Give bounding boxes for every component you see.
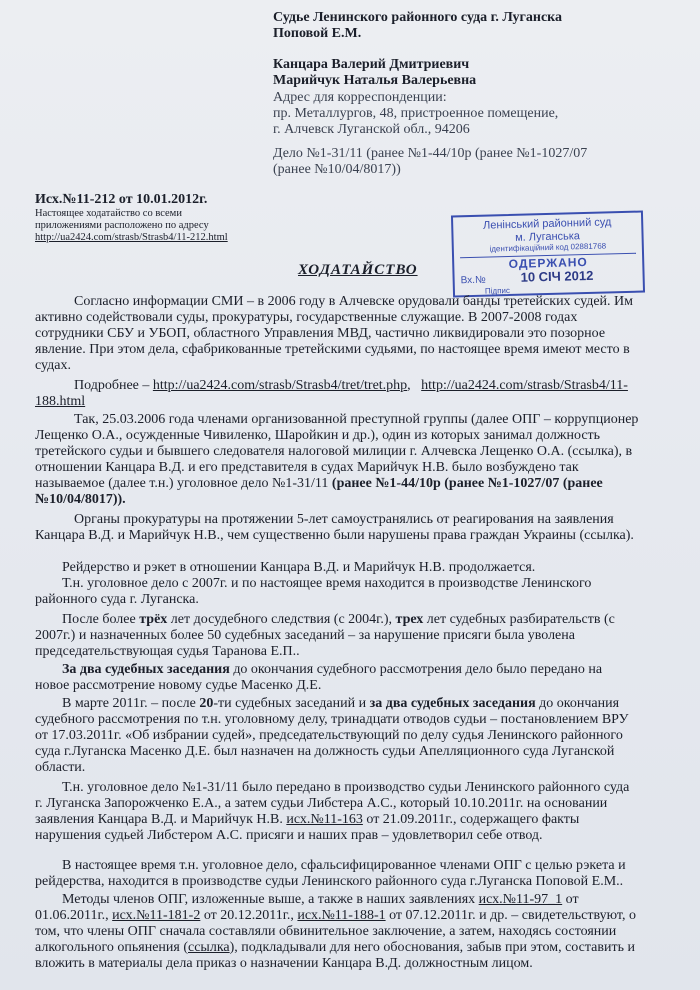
stamp-status: ОДЕРЖАНО [508, 254, 588, 272]
p12-text-a: Методы членов ОПГ, изложенные выше, а также в наших заявлениях [62, 892, 476, 907]
p10-text-c: от 21.09.2011г., содержащего факты [366, 812, 580, 827]
tret-page-link[interactable]: http://ua2424.com/strasb/Strasb4/tret/tret.php [152, 378, 408, 393]
case-188-link-continuation[interactable]: 188.html [35, 394, 86, 409]
p9-text-e: до окончания [539, 696, 620, 711]
p1-line-1: Согласно информации СМИ – в 2006 году в Алчевске орудовали банды третейских судей. Им [74, 294, 634, 309]
outgoing-url-link[interactable]: http://ua2424.com/strasb/Strasb4/11-212.html [35, 232, 228, 243]
p10-line-2: г. Луганска Запорожченко Е.А., а затем судьи Либстера А.С., который 10.10.2011г. на основании [35, 796, 608, 811]
p9-line-4: суда г.Луганска Масенко Д.Е. был назначен на должность судьи Апелляционного суда Луганской [35, 744, 615, 759]
ref-11-163-link[interactable]: исх.№11-163 [286, 812, 363, 827]
address-line-1: пр. Металлургов, 48, пристроенное помещение, [273, 106, 559, 121]
outgoing-note-2: приложениями расположено по адресу [35, 220, 209, 231]
address-line-2: г. Алчевск Луганской обл., 94206 [273, 122, 470, 137]
addressee-line-2: Поповой Е.М. [273, 26, 362, 41]
p1-line-3: сотрудники СБУ и УБОП, областного Управления МВД, частично ликвидировали это позорное [35, 326, 606, 341]
case-number-line-2: (ранее №10/04/8017)) [273, 162, 401, 177]
p3-line-1: Так, 25.03.2006 года членами организованной преступной группы (далее ОПГ – коррупционер [74, 412, 639, 427]
p4-line-1: Органы прокуратуры на протяжении 5-лет самоустранялись от реагирования на заявления [74, 512, 614, 527]
p3-line-5 [35, 476, 603, 492]
p6-line-2: районного суда г. Луганска. [35, 592, 199, 607]
p10-line-4: нарушения судьей Либстером А.С. присяги и наших прав – удовлетворил себе отвод. [35, 828, 543, 843]
p9-text-c: -ти судебных заседаний и [213, 696, 367, 711]
p3-line-3: третейского судьи и бывшего следователя налоговой милиции г. Алчевска Лещенко О.А. (ссылка), в [35, 444, 633, 459]
p12-text-e: от 07.12.2011г. и др. – свидетельствуют, о [389, 908, 636, 923]
p8-text: до окончания судебного рассмотрения дело было передано на [233, 662, 603, 677]
stamp-date: 10 СІЧ 2012 [520, 267, 594, 285]
p12-text-c: от [565, 892, 579, 907]
p12-date-c: от 20.12.2011г., [203, 908, 294, 923]
p9-bold-two-sessions: за два судебных заседания [369, 696, 536, 711]
ref-11-188-1-link[interactable]: исх.№11-188-1 [297, 908, 386, 923]
p3-line-4: отношении Канцара В.Д. и его представителя в судах Марийчук Н.В. было возбуждено так [35, 460, 579, 475]
p8-line-2: новое рассмотрение новому судье Масенко Д.Е. [35, 678, 322, 693]
p8-line-1 [62, 662, 602, 678]
p12-line-1 [62, 892, 579, 908]
p10-line-1: Т.н. уголовное дело №1-31/11 было передано в производство судьи Ленинского районного суда [62, 780, 630, 795]
sender-line-1: Канцара Валерий Дмитриевич [273, 57, 470, 72]
stamp-city: м. Луганська [514, 230, 581, 244]
p2-line-1 [74, 378, 628, 394]
address-label: Адрес для корреспонденции: [273, 90, 447, 105]
p1-line-5: судах. [35, 358, 71, 373]
p5-line-1: Рейдерство и рэкет в отношении Канцара В.Д. и Марийчук Н.В. продолжается. [62, 560, 536, 575]
p7-text-a: После более [62, 612, 136, 627]
ref-11-97-1-link[interactable]: исх.№11-97_1 [478, 892, 563, 907]
p7-text-e: лет судебных разбирательств (с [426, 612, 615, 627]
case-number-line-1: Дело №1-31/11 (ранее №1-44/10р (ранее №1-1027/07 [273, 146, 588, 161]
document-title: ХОДАТАЙСТВО [298, 262, 418, 278]
court-received-stamp [451, 211, 645, 298]
stamp-court-name: Ленінський районний суд [482, 216, 612, 232]
p9-text-a: В марте 2011г. – после [62, 696, 196, 711]
p2-separator: , [407, 378, 411, 393]
p11-line-1: В настоящее время т.н. уголовное дело, сфальсифицированное членами ОПГ с целью рэкета и [62, 858, 626, 873]
p12-line-2 [35, 908, 636, 924]
p9-line-5: области. [35, 760, 86, 775]
p8-bold: За два судебных заседания [62, 662, 230, 677]
p12-date-a: 01.06.2011г., [35, 908, 109, 923]
case-188-link[interactable]: http://ua2424.com/strasb/Strasb4/11- [421, 378, 628, 393]
p9-line-1 [62, 696, 619, 712]
p2-prefix: Подробнее – [74, 378, 150, 393]
p12-line-5: вложить в материалы дела приказ о назначении Канцара В.Д. должностным лицом. [35, 956, 533, 971]
p9-line-3: от 17.03.2011г. «Об избрании судей», председательствующий по делу судья Ленинского районного [35, 728, 623, 743]
p1-line-2: активно содействовали суды, прокуратуры, государственные служащие. В 2007-2008 годах [35, 310, 578, 325]
p12-text-4a: алкогольного опьянения ( [35, 940, 188, 955]
p3-line-2: Лещенко О.А., осужденные Чивиленко, Шаройкин и др.), один из которых занимал должность [35, 428, 601, 443]
p12-text-4c: ), подкладывали для него обоснования, забыв при этом, составить и [229, 940, 635, 955]
p7-line-3: председательствующая судья Таранова Е.П.. [35, 644, 300, 659]
p3-line-5-case-numbers: (ранее №1-44/10р (ранее №1-1027/07 (ранее [331, 476, 603, 491]
p12-line-4 [35, 940, 635, 956]
p3-line-5-text: называемое (далее т.н.) уголовное дело №1-31/11 [35, 476, 329, 491]
p10-line-3 [35, 812, 579, 828]
reference-link[interactable]: ссылка [188, 940, 230, 955]
p12-line-3: том, что члены ОПГ сначала составляли обвинительное заключение, а затем, находясь состоянии [35, 924, 617, 939]
outgoing-note-1: Настоящее ходатайство со всеми [35, 208, 182, 219]
ref-11-181-2-link[interactable]: исх.№11-181-2 [112, 908, 201, 923]
p3-line-6: №10/04/8017)). [35, 492, 126, 507]
p7-text-c: лет досудебного следствия (с 2004г.), [170, 612, 393, 627]
p7-line-1 [62, 612, 615, 628]
p9-bold-20: 20 [199, 696, 214, 711]
p7-bold-three-2: трех [395, 612, 424, 627]
p1-line-4: явление. При этом дела, сфабрикованные третейскими судьями, по настоящее время имеют место в [35, 342, 630, 357]
p7-line-2: 2007г.) и назначенных более 50 судебных заседаний – за нарушение присяги была уволена [35, 628, 575, 643]
p11-line-2: рейдерства, находится в производстве судьи Ленинского районного суда г.Луганска Поповой Е.М.. [35, 874, 624, 889]
sender-line-2: Марийчук Наталья Валерьевна [273, 73, 477, 88]
p7-bold-three: трёх [139, 612, 168, 627]
stamp-code: ідентифікаційний код 02881768 [489, 241, 607, 254]
p4-line-2: Канцара В.Д. и Марийчук Н.В., чем существенно были нарушены права граждан Украины (ссылка). [35, 528, 634, 543]
p6-line-1: Т.н. уголовное дело с 2007г. и по настоящее время находится в производстве Ленинского [62, 576, 592, 591]
stamp-signature-label: Підпис [484, 286, 511, 296]
p10-text-a: заявления Канцара В.Д. и Марийчук Н.В. [35, 812, 283, 827]
addressee-line-1: Судье Ленинского районного суда г. Луганска [273, 10, 563, 25]
p9-line-2: судебного рассмотрения по т.н. уголовному делу, тринадцати отводов судьи – постановлением ВРУ [35, 712, 629, 727]
stamp-incoming-label: Вх.№ [460, 274, 486, 287]
outgoing-number: Исх.№11-212 от 10.01.2012г. [35, 192, 208, 207]
